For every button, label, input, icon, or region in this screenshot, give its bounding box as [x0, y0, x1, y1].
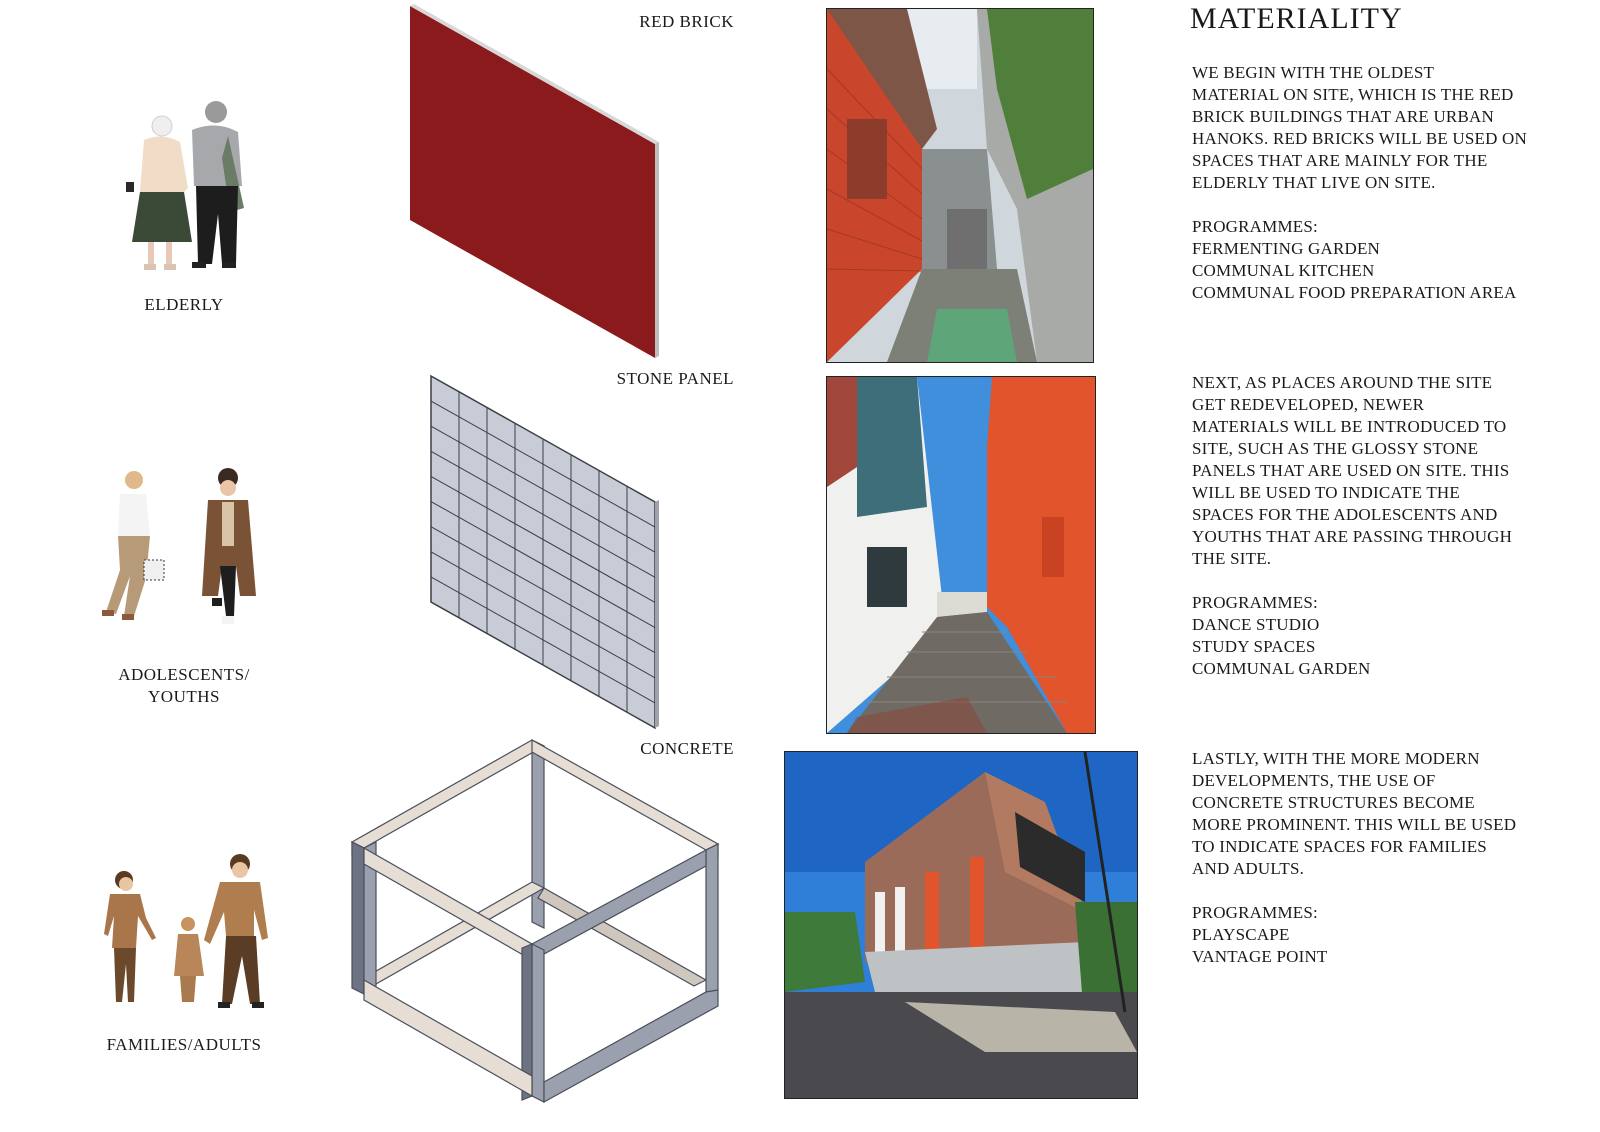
red-brick-panel-diagram	[405, 2, 663, 364]
group-label-line: ELDERLY	[144, 295, 224, 314]
programme-item: COMMUNAL GARDEN	[1192, 659, 1371, 678]
group-label-line: ADOLESCENTS/	[118, 665, 250, 684]
description-line: SPACES THAT ARE MAINLY FOR THE	[1192, 151, 1488, 170]
material-label-stone-panel: STONE PANEL	[616, 369, 734, 388]
programme-item: COMMUNAL FOOD PREPARATION AREA	[1192, 283, 1517, 302]
description-line: ELDERLY THAT LIVE ON SITE.	[1192, 173, 1436, 192]
description-line: TO INDICATE SPACES FOR FAMILIES	[1192, 837, 1487, 856]
programme-item: FERMENTING GARDEN	[1192, 239, 1381, 258]
description-concrete	[1192, 748, 1572, 968]
description-line: SITE, SUCH AS THE GLOSSY STONE	[1192, 439, 1479, 458]
description-line: SPACES FOR THE ADOLESCENTS AND	[1192, 505, 1498, 524]
description-stone-panel	[1192, 372, 1572, 680]
programme-item: VANTAGE POINT	[1192, 947, 1328, 966]
group-label-families	[84, 1034, 284, 1056]
description-line: PANELS THAT ARE USED ON SITE. THIS	[1192, 461, 1510, 480]
group-label-adolescents	[84, 664, 284, 708]
site-photo-red-brick-alley	[826, 8, 1094, 363]
description-line: AND ADULTS.	[1192, 859, 1305, 878]
programmes-heading: PROGRAMMES:	[1192, 903, 1318, 922]
site-photo-stone-panel-alley	[826, 376, 1096, 734]
brick-face	[410, 6, 655, 358]
stone-panel-diagram	[425, 370, 665, 734]
description-line: NEXT, AS PLACES AROUND THE SITE	[1192, 373, 1493, 392]
description-line: MATERIAL ON SITE, WHICH IS THE RED	[1192, 85, 1514, 104]
description-line: YOUTHS THAT ARE PASSING THROUGH	[1192, 527, 1513, 546]
description-red-brick	[1192, 62, 1572, 304]
programme-item: COMMUNAL KITCHEN	[1192, 261, 1375, 280]
adolescents-figures-illustration	[96, 466, 266, 636]
programme-item: STUDY SPACES	[1192, 637, 1316, 656]
site-photo-concrete-building	[784, 751, 1138, 1099]
description-line: LASTLY, WITH THE MORE MODERN	[1192, 749, 1480, 768]
programme-item: PLAYSCAPE	[1192, 925, 1290, 944]
description-line: MORE PROMINENT. THIS WILL BE USED	[1192, 815, 1517, 834]
description-line: WE BEGIN WITH THE OLDEST	[1192, 63, 1435, 82]
description-line: CONCRETE STRUCTURES BECOME	[1192, 793, 1475, 812]
description-line: MATERIALS WILL BE INTRODUCED TO	[1192, 417, 1507, 436]
programmes-heading: PROGRAMMES:	[1192, 593, 1318, 612]
elderly-figures-illustration	[118, 96, 250, 274]
concrete-frame-diagram	[342, 732, 730, 1110]
page-title: MATERIALITY	[1190, 2, 1403, 35]
material-label-concrete: CONCRETE	[640, 739, 734, 758]
description-line: HANOKS. RED BRICKS WILL BE USED ON	[1192, 129, 1528, 148]
description-line: GET REDEVELOPED, NEWER	[1192, 395, 1425, 414]
description-line: DEVELOPMENTS, THE USE OF	[1192, 771, 1436, 790]
group-label-line: FAMILIES/ADULTS	[106, 1035, 262, 1054]
programmes-heading: PROGRAMMES:	[1192, 217, 1318, 236]
description-line: WILL BE USED TO INDICATE THE	[1192, 483, 1460, 502]
families-figures-illustration	[100, 852, 276, 1016]
group-label-elderly	[84, 294, 284, 316]
group-label-line: YOUTHS	[148, 687, 220, 706]
description-line: THE SITE.	[1192, 549, 1272, 568]
description-line: BRICK BUILDINGS THAT ARE URBAN	[1192, 107, 1494, 126]
programme-item: DANCE STUDIO	[1192, 615, 1320, 634]
material-label-red-brick: RED BRICK	[639, 12, 734, 31]
